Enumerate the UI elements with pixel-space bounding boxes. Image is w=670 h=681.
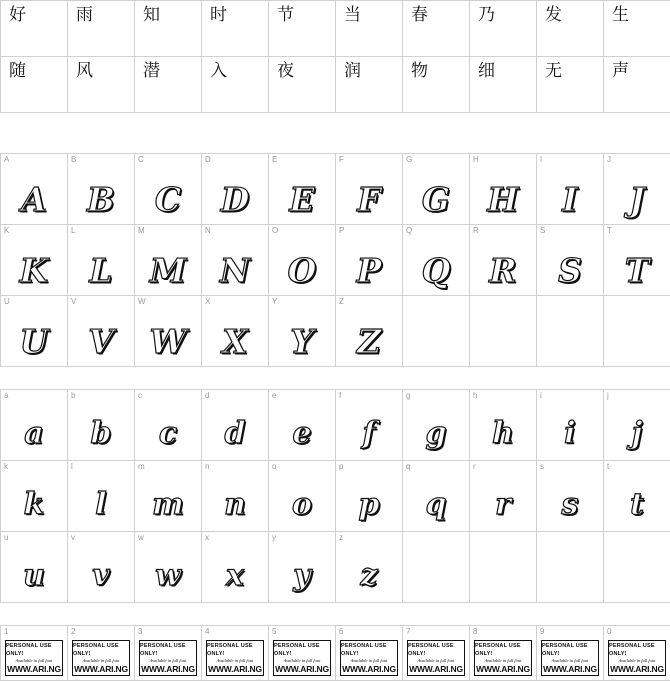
glyph-preview: C	[154, 180, 182, 219]
watermark-line2: Available in full font	[15, 658, 53, 663]
glyph-preview: 春	[411, 5, 428, 25]
glyph-preview: D	[220, 180, 250, 219]
glyph-code: b	[71, 391, 76, 400]
glyph-preview: N	[219, 251, 251, 290]
glyph-preview: 乃	[478, 5, 495, 25]
glyph-preview: 无	[545, 61, 562, 81]
glyph-preview: l	[95, 487, 107, 522]
glyph-cell[interactable]	[68, 1, 135, 57]
watermark-line1: PERSONAL USE ONLY!	[542, 643, 588, 657]
watermark-line3: WWW.ARI.NG	[208, 664, 262, 674]
glyph-cell[interactable]	[470, 1, 537, 57]
glyph-code: Y	[272, 297, 278, 306]
glyph-cell[interactable]	[135, 154, 202, 225]
glyph-preview: B	[87, 180, 115, 219]
glyph-code: r	[473, 462, 476, 471]
glyph-code: x	[205, 533, 209, 542]
glyph-cell[interactable]	[537, 57, 604, 113]
glyph-preview: I	[562, 180, 578, 219]
glyph-preview: h	[492, 416, 514, 451]
watermark-line2: Available in full font	[283, 658, 321, 663]
watermark-line3: WWW.ARI.NG	[74, 664, 128, 674]
glyph-code: 6	[339, 627, 344, 636]
glyph-cell[interactable]	[1, 532, 68, 603]
glyph-preview: X	[222, 322, 248, 361]
glyph-cell[interactable]	[269, 57, 336, 113]
glyph-cell[interactable]	[135, 532, 202, 603]
glyph-cell[interactable]	[1, 1, 68, 57]
glyph-cell[interactable]	[202, 390, 269, 461]
glyph-preview: p	[358, 487, 380, 522]
glyph-preview: m	[152, 487, 184, 522]
glyph-code: G	[406, 155, 413, 164]
glyph-cell[interactable]	[604, 225, 670, 296]
glyph-cell[interactable]	[537, 461, 604, 532]
glyph-preview: 细	[478, 61, 495, 81]
glyph-cell[interactable]	[604, 626, 670, 681]
glyph-preview: g	[425, 416, 447, 451]
glyph-preview: v	[92, 558, 110, 593]
glyph-code: 2	[71, 627, 76, 636]
watermark-line1: PERSONAL USE ONLY!	[408, 643, 454, 657]
glyph-cell[interactable]	[470, 626, 537, 681]
glyph-preview: H	[487, 180, 519, 219]
glyph-preview: t	[630, 487, 644, 522]
glyph-code: s	[540, 462, 544, 471]
glyph-cell[interactable]	[269, 390, 336, 461]
glyph-code: 9	[540, 627, 545, 636]
glyph-cell[interactable]	[269, 296, 336, 367]
glyph-cell[interactable]	[604, 57, 670, 113]
glyph-code: V	[71, 297, 77, 306]
watermark-line3: WWW.ARI.NG	[275, 664, 329, 674]
watermark-line2: Available in full font	[551, 658, 589, 663]
watermark-line2: Available in full font	[350, 658, 388, 663]
glyph-cell[interactable]	[470, 57, 537, 113]
glyph-cell-empty	[403, 296, 470, 367]
watermark-line1: PERSONAL USE ONLY!	[341, 643, 387, 657]
glyph-code: n	[205, 462, 210, 471]
glyph-code: D	[205, 155, 211, 164]
glyph-code: g	[406, 391, 411, 400]
glyph-cell[interactable]	[336, 1, 403, 57]
glyph-preview: T	[624, 251, 650, 290]
glyph-preview: F	[357, 180, 381, 219]
watermark-line1: PERSONAL USE ONLY!	[73, 643, 119, 657]
glyph-preview: Q	[421, 251, 451, 290]
glyph-preview: 入	[210, 61, 227, 81]
glyph-cell-empty	[604, 296, 670, 367]
watermark-line3: WWW.ARI.NG	[409, 664, 463, 674]
glyph-cell[interactable]	[135, 1, 202, 57]
glyph-code: C	[138, 155, 144, 164]
glyph-preview: U	[19, 322, 49, 361]
glyph-cell[interactable]	[403, 390, 470, 461]
glyph-preview: 声	[612, 61, 629, 81]
glyph-cell[interactable]	[470, 225, 537, 296]
glyph-preview: f	[362, 416, 376, 451]
glyph-code: T	[607, 226, 612, 235]
glyph-preview: i	[564, 416, 576, 451]
watermark-line1: PERSONAL USE ONLY!	[475, 643, 521, 657]
glyph-cell[interactable]	[68, 296, 135, 367]
glyph-preview: 时	[210, 5, 227, 25]
glyph-cell-empty	[537, 532, 604, 603]
glyph-cell[interactable]	[135, 390, 202, 461]
glyph-cell[interactable]	[269, 532, 336, 603]
glyph-preview: P	[356, 251, 382, 290]
watermark-line1: PERSONAL USE ONLY!	[6, 643, 52, 657]
glyph-cell[interactable]	[336, 390, 403, 461]
glyph-cell[interactable]	[470, 390, 537, 461]
glyph-code: c	[138, 391, 142, 400]
glyph-preview: b	[90, 416, 112, 451]
glyph-cell[interactable]	[202, 461, 269, 532]
glyph-code: t	[607, 462, 610, 471]
glyph-code: I	[540, 155, 543, 164]
glyph-code: Q	[406, 226, 413, 235]
cjk-sample-grid	[0, 0, 670, 113]
glyph-cell[interactable]	[135, 296, 202, 367]
glyph-code: 8	[473, 627, 478, 636]
glyph-preview: R	[489, 251, 517, 290]
glyph-cell[interactable]	[537, 390, 604, 461]
glyph-preview: z	[360, 558, 378, 593]
watermark-line3: WWW.ARI.NG	[476, 664, 530, 674]
uppercase-grid	[0, 153, 670, 367]
glyph-preview: V	[88, 322, 114, 361]
glyph-preview: G	[421, 180, 451, 219]
watermark-banner	[72, 640, 130, 676]
glyph-preview: J	[629, 180, 645, 219]
watermark-banner	[273, 640, 331, 676]
glyph-preview: u	[23, 558, 45, 593]
glyph-preview: e	[292, 416, 312, 451]
glyph-preview: j	[631, 416, 643, 451]
glyph-cell[interactable]	[202, 296, 269, 367]
glyph-cell[interactable]	[336, 461, 403, 532]
glyph-cell[interactable]	[68, 225, 135, 296]
glyph-cell[interactable]	[135, 461, 202, 532]
glyph-code: e	[272, 391, 277, 400]
glyph-cell[interactable]	[1, 296, 68, 367]
glyph-cell-empty	[470, 296, 537, 367]
glyph-cell[interactable]	[1, 154, 68, 225]
glyph-cell[interactable]	[68, 154, 135, 225]
watermark-banner	[139, 640, 197, 676]
glyph-code: 4	[205, 627, 210, 636]
glyph-code: d	[205, 391, 210, 400]
watermark-line2: Available in full font	[216, 658, 254, 663]
glyph-cell[interactable]	[403, 154, 470, 225]
glyph-cell[interactable]	[1, 225, 68, 296]
watermark-line1: PERSONAL USE ONLY!	[140, 643, 186, 657]
glyph-code: E	[272, 155, 278, 164]
glyph-preview: S	[558, 251, 582, 290]
glyph-cell[interactable]	[135, 57, 202, 113]
glyph-code: h	[473, 391, 478, 400]
glyph-code: H	[473, 155, 479, 164]
glyph-preview: w	[155, 558, 181, 593]
glyph-code: J	[607, 155, 611, 164]
glyph-cell[interactable]	[202, 57, 269, 113]
glyph-preview: E	[289, 180, 315, 219]
glyph-preview: 随	[9, 61, 26, 81]
glyph-cell[interactable]	[604, 390, 670, 461]
glyph-code: l	[71, 462, 73, 471]
watermark-banner	[206, 640, 264, 676]
glyph-cell[interactable]	[269, 1, 336, 57]
glyph-cell[interactable]	[537, 154, 604, 225]
glyph-cell[interactable]	[336, 57, 403, 113]
glyph-preview: A	[21, 180, 47, 219]
glyph-code: S	[540, 226, 546, 235]
glyph-cell[interactable]	[1, 390, 68, 461]
glyph-code: M	[138, 226, 145, 235]
watermark-line3: WWW.ARI.NG	[141, 664, 195, 674]
watermark-line2: Available in full font	[82, 658, 120, 663]
glyph-cell[interactable]	[269, 225, 336, 296]
glyph-code: y	[272, 533, 276, 542]
glyph-preview: 雨	[76, 5, 93, 25]
watermark-line3: WWW.ARI.NG	[543, 664, 597, 674]
glyph-code: U	[4, 297, 10, 306]
glyph-preview: 物	[411, 61, 428, 81]
glyph-cell[interactable]	[604, 1, 670, 57]
glyph-preview: d	[224, 416, 246, 451]
glyph-preview: r	[495, 487, 511, 522]
glyph-code: 7	[406, 627, 411, 636]
glyph-cell[interactable]	[403, 626, 470, 681]
watermark-banner	[340, 640, 398, 676]
glyph-code: B	[71, 155, 77, 164]
watermark-banner	[407, 640, 465, 676]
digits-grid	[0, 625, 670, 681]
glyph-preview: 夜	[277, 61, 294, 81]
glyph-code: O	[272, 226, 279, 235]
glyph-cell[interactable]	[202, 154, 269, 225]
glyph-cell[interactable]	[604, 461, 670, 532]
glyph-cell[interactable]	[68, 626, 135, 681]
glyph-preview: o	[291, 487, 312, 522]
watermark-line1: PERSONAL USE ONLY!	[609, 643, 655, 657]
glyph-cell-empty	[470, 532, 537, 603]
glyph-preview: y	[293, 558, 311, 593]
glyph-cell[interactable]	[537, 1, 604, 57]
glyph-code: k	[4, 462, 8, 471]
glyph-code: X	[205, 297, 211, 306]
glyph-code: i	[540, 391, 542, 400]
glyph-preview: n	[224, 487, 246, 522]
glyph-cell-empty	[403, 532, 470, 603]
glyph-code: v	[71, 533, 75, 542]
section-spacer	[0, 367, 670, 389]
glyph-preview: s	[561, 487, 579, 522]
glyph-cell[interactable]	[135, 626, 202, 681]
glyph-code: a	[4, 391, 9, 400]
glyph-cell[interactable]	[336, 532, 403, 603]
glyph-cell[interactable]	[403, 1, 470, 57]
watermark-line3: WWW.ARI.NG	[342, 664, 396, 674]
glyph-preview: 润	[344, 61, 361, 81]
glyph-code: 0	[607, 627, 612, 636]
glyph-cell[interactable]	[403, 57, 470, 113]
glyph-cell[interactable]	[202, 1, 269, 57]
glyph-preview: 节	[277, 5, 294, 25]
glyph-preview: K	[19, 251, 49, 290]
glyph-cell[interactable]	[403, 461, 470, 532]
glyph-preview: M	[149, 251, 187, 290]
watermark-line3: WWW.ARI.NG	[7, 664, 61, 674]
glyph-cell[interactable]	[202, 626, 269, 681]
glyph-cell[interactable]	[269, 626, 336, 681]
glyph-code: P	[339, 226, 345, 235]
glyph-cell[interactable]	[1, 461, 68, 532]
glyph-cell[interactable]	[68, 57, 135, 113]
glyph-code: u	[4, 533, 9, 542]
glyph-cell[interactable]	[336, 626, 403, 681]
glyph-code: z	[339, 533, 343, 542]
glyph-cell[interactable]	[470, 461, 537, 532]
glyph-preview: x	[226, 558, 244, 593]
watermark-banner	[5, 640, 63, 676]
glyph-code: f	[339, 391, 342, 400]
watermark-line2: Available in full font	[149, 658, 187, 663]
glyph-preview: 当	[344, 5, 361, 25]
glyph-cell[interactable]	[68, 390, 135, 461]
lowercase-grid	[0, 389, 670, 603]
glyph-preview: 发	[545, 5, 562, 25]
glyph-cell[interactable]	[202, 225, 269, 296]
glyph-code: m	[138, 462, 145, 471]
watermark-banner	[474, 640, 532, 676]
glyph-cell[interactable]	[1, 626, 68, 681]
glyph-preview: L	[89, 251, 113, 290]
glyph-preview: c	[158, 416, 178, 451]
watermark-banner	[541, 640, 599, 676]
glyph-preview: k	[23, 487, 45, 522]
glyph-preview: 风	[76, 61, 93, 81]
glyph-code: w	[138, 533, 144, 542]
glyph-cell[interactable]	[68, 461, 135, 532]
glyph-cell[interactable]	[269, 461, 336, 532]
glyph-cell-empty	[537, 296, 604, 367]
glyph-cell-empty	[604, 532, 670, 603]
glyph-preview: 潜	[143, 61, 160, 81]
glyph-preview: q	[425, 487, 447, 522]
glyph-cell[interactable]	[537, 626, 604, 681]
glyph-code: 1	[4, 627, 9, 636]
glyph-cell[interactable]	[336, 296, 403, 367]
glyph-code: W	[138, 297, 146, 306]
glyph-cell[interactable]	[269, 154, 336, 225]
watermark-line1: PERSONAL USE ONLY!	[207, 643, 253, 657]
glyph-cell[interactable]	[336, 154, 403, 225]
glyph-code: A	[4, 155, 10, 164]
glyph-code: Z	[339, 297, 344, 306]
glyph-cell[interactable]	[336, 225, 403, 296]
glyph-code: o	[272, 462, 277, 471]
glyph-preview: 好	[9, 5, 26, 25]
glyph-preview: Y	[290, 322, 314, 361]
glyph-code: q	[406, 462, 411, 471]
glyph-cell[interactable]	[1, 57, 68, 113]
glyph-code: F	[339, 155, 344, 164]
watermark-line3: WWW.ARI.NG	[610, 664, 664, 674]
glyph-preview: O	[287, 251, 317, 290]
glyph-cell[interactable]	[403, 225, 470, 296]
glyph-code: 5	[272, 627, 277, 636]
glyph-preview: Z	[356, 322, 382, 361]
glyph-preview: W	[149, 322, 187, 361]
glyph-code: K	[4, 226, 10, 235]
watermark-line2: Available in full font	[417, 658, 455, 663]
glyph-preview: 生	[612, 5, 629, 25]
glyph-cell[interactable]	[202, 532, 269, 603]
watermark-line2: Available in full font	[484, 658, 522, 663]
watermark-banner	[608, 640, 666, 676]
watermark-line1: PERSONAL USE ONLY!	[274, 643, 320, 657]
glyph-code: L	[71, 226, 76, 235]
glyph-code: 3	[138, 627, 143, 636]
glyph-cell[interactable]	[135, 225, 202, 296]
watermark-line2: Available in full font	[618, 658, 656, 663]
glyph-cell[interactable]	[470, 154, 537, 225]
glyph-cell[interactable]	[604, 154, 670, 225]
glyph-code: j	[607, 391, 609, 400]
section-spacer	[0, 603, 670, 625]
glyph-code: p	[339, 462, 344, 471]
glyph-cell[interactable]	[68, 532, 135, 603]
section-spacer	[0, 113, 670, 153]
glyph-code: R	[473, 226, 479, 235]
glyph-cell[interactable]	[537, 225, 604, 296]
glyph-code: N	[205, 226, 211, 235]
glyph-preview: a	[24, 416, 44, 451]
glyph-preview: 知	[143, 5, 160, 25]
